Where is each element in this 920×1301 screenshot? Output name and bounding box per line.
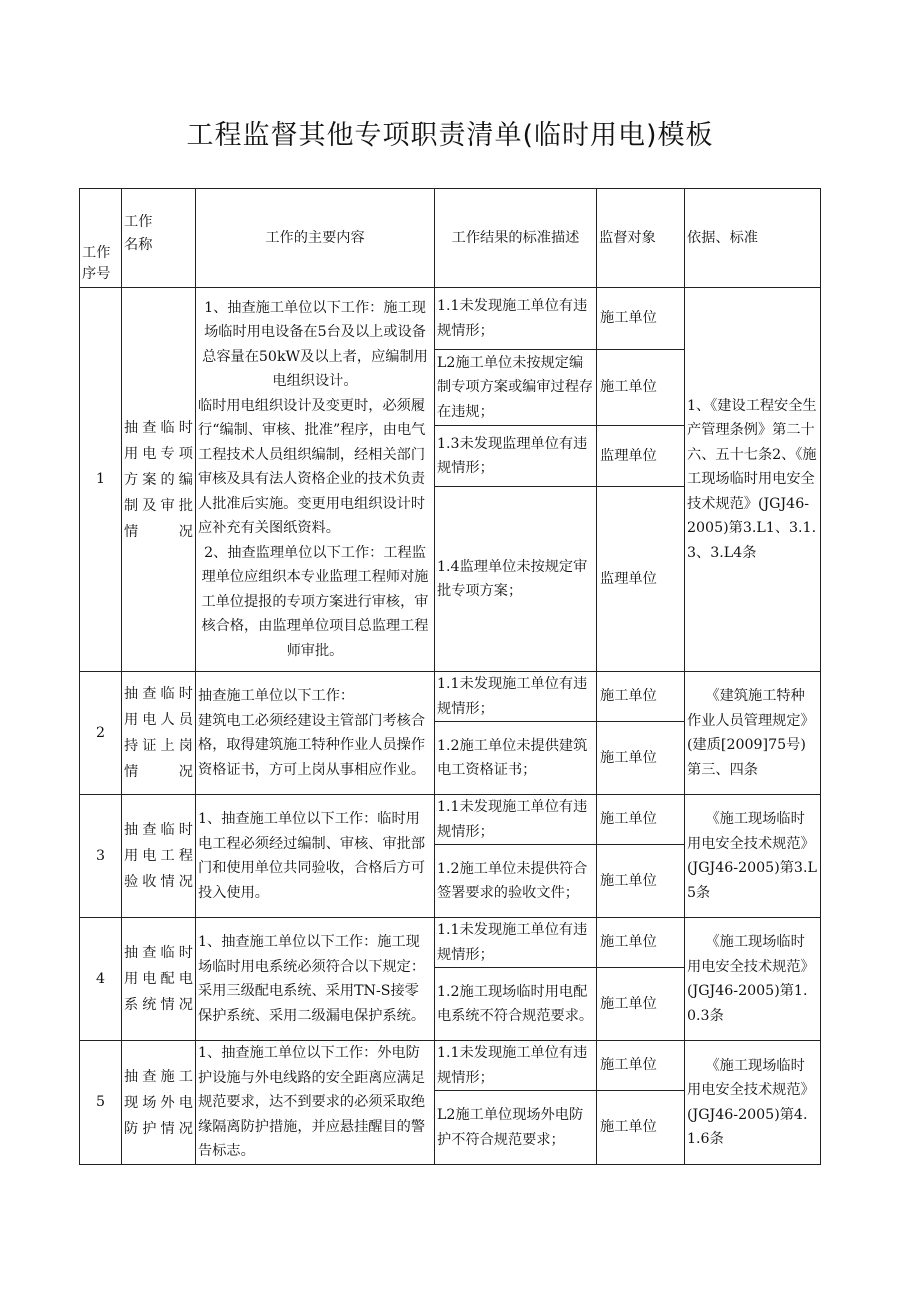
header-content: 工作的主要内容 [196, 189, 435, 288]
row-result: 1.3未发现监理单位有违规情形； [435, 426, 597, 487]
row-no: 5 [80, 1041, 122, 1165]
row-name: 抽查临时用电工程验收情况 [122, 795, 196, 918]
row-basis: 《施工现场临时用电安全技术规范》(JGJ46-2005)第3.L5条 [685, 795, 821, 918]
row-content-part: 2、抽查监理单位以下工作：工程监理单位应组织本专业监理工程师对施工单位提报的专项方案进行审核，审核合格，由监理单位项目总监理工程师审批。 [201, 544, 429, 659]
header-name: 工作 名称 [122, 189, 196, 288]
row-object: 施工单位 [597, 968, 685, 1041]
row-content: 抽查施工单位以下工作： 建筑电工必须经建设主管部门考核合格，取得建筑施工特种作业人员操作资格证书，方可上岗从事相应作业。 [196, 672, 435, 795]
row-result: 1.1未发现施工单位有违规情形； [435, 1041, 597, 1091]
page-title: 工程监督其他专项职责清单(临时用电)模板 [186, 120, 714, 151]
header-object: 监督对象 [597, 189, 685, 288]
row-result: L2施工单位未按规定编制专项方案或编审过程存在违规； [435, 350, 597, 426]
row-no: 1 [80, 288, 122, 672]
row-no: 3 [80, 795, 122, 918]
row-object: 施工单位 [597, 845, 685, 918]
row-object: 施工单位 [597, 672, 685, 722]
row-object: 施工单位 [597, 918, 685, 968]
row-content: 1、抽查施工单位以下工作：施工现场临时用电系统必须符合以下规定：采用三级配电系统、采用TN-S接零保护系统、采用二级漏电保护系统。 [196, 918, 435, 1041]
row-result: 1.2施工单位未提供符合签署要求的验收文件； [435, 845, 597, 918]
row-content-part: 临时用电组织设计及变更时，必须履行“编制、审核、批准”程序，由电气工程技术人员组织编制，经相关部门审核及具有法人资格企业的技术负责人批准后实施。变更用电组织设计时应补充有关图纸资料。 [198, 397, 426, 537]
row-result: L2施工单位现场外电防护不符合规范要求； [435, 1091, 597, 1165]
row-result: 1.1未发现施工单位有违规情形； [435, 672, 597, 722]
table-row [80, 1041, 821, 1091]
row-object: 施工单位 [597, 350, 685, 426]
table-row [80, 918, 821, 968]
row-name: 抽查施工现场外电防护情况 [122, 1041, 196, 1165]
row-object: 施工单位 [597, 722, 685, 795]
row-basis: 《施工现场临时用电安全技术规范》(JGJ46-2005)第4.1.6条 [685, 1041, 821, 1165]
row-result: 1.2施工现场临时用电配电系统不符合规范要求。 [435, 968, 597, 1041]
row-result: 1.2施工单位未提供建筑电工资格证书； [435, 722, 597, 795]
row-no: 2 [80, 672, 122, 795]
header-row [80, 189, 821, 288]
duty-table [79, 188, 821, 1165]
row-name: 抽查临时用电专项方案的编制及审批情况 [122, 288, 196, 672]
row-content [196, 288, 435, 672]
row-name: 抽查临时用电人员持证上岗情况 [122, 672, 196, 795]
row-content: 1、抽查施工单位以下工作：外电防护设施与外电线路的安全距离应满足规范要求，达不到要求的必须采取绝缘隔离防护措施，并应悬挂醒目的警告标志。 [196, 1041, 435, 1165]
row-object: 施工单位 [597, 288, 685, 350]
row-object: 监理单位 [597, 487, 685, 672]
row-basis: 1、《建设工程安全生产管理条例》第二十六、五十七条2、《施工现场临时用电安全技术规范》(JGJ46-2005)第3.L1、3.1.3、3.L4条 [685, 288, 821, 672]
row-basis: 《建筑施工特种作业人员管理规定》(建质[2009]75号)第三、四条 [685, 672, 821, 795]
row-object: 监理单位 [597, 426, 685, 487]
header-no: 工作 序号 [80, 189, 122, 288]
row-basis: 《施工现场临时用电安全技术规范》(JGJ46-2005)第1.0.3条 [685, 918, 821, 1041]
row-object: 施工单位 [597, 795, 685, 845]
row-content: 1、抽查施工单位以下工作：临时用电工程必须经过编制、审核、审批部门和使用单位共同验收，合格后方可投入使用。 [196, 795, 435, 918]
row-result: 1.1未发现施工单位有违规情形； [435, 795, 597, 845]
row-result: 1.1未发现施工单位有违规情形； [435, 918, 597, 968]
row-no: 4 [80, 918, 122, 1041]
row-result: 1.4监理单位未按规定审批专项方案； [435, 487, 597, 672]
table-row [80, 795, 821, 845]
header-basis: 依据、标准 [685, 189, 821, 288]
header-result: 工作结果的标准描述 [435, 189, 597, 288]
row-object: 施工单位 [597, 1091, 685, 1165]
row-result: 1.1未发现施工单位有违规情形； [435, 288, 597, 350]
table-row [80, 288, 821, 350]
row-name: 抽查临时用电配电系统情况 [122, 918, 196, 1041]
row-content-part: 1、抽查施工单位以下工作：施工现场临时用电设备在5台及以上或设备总容量在50kW及以上者，应编制用电组织设计。 [202, 299, 428, 390]
row-object: 施工单位 [597, 1041, 685, 1091]
table-row [80, 672, 821, 722]
